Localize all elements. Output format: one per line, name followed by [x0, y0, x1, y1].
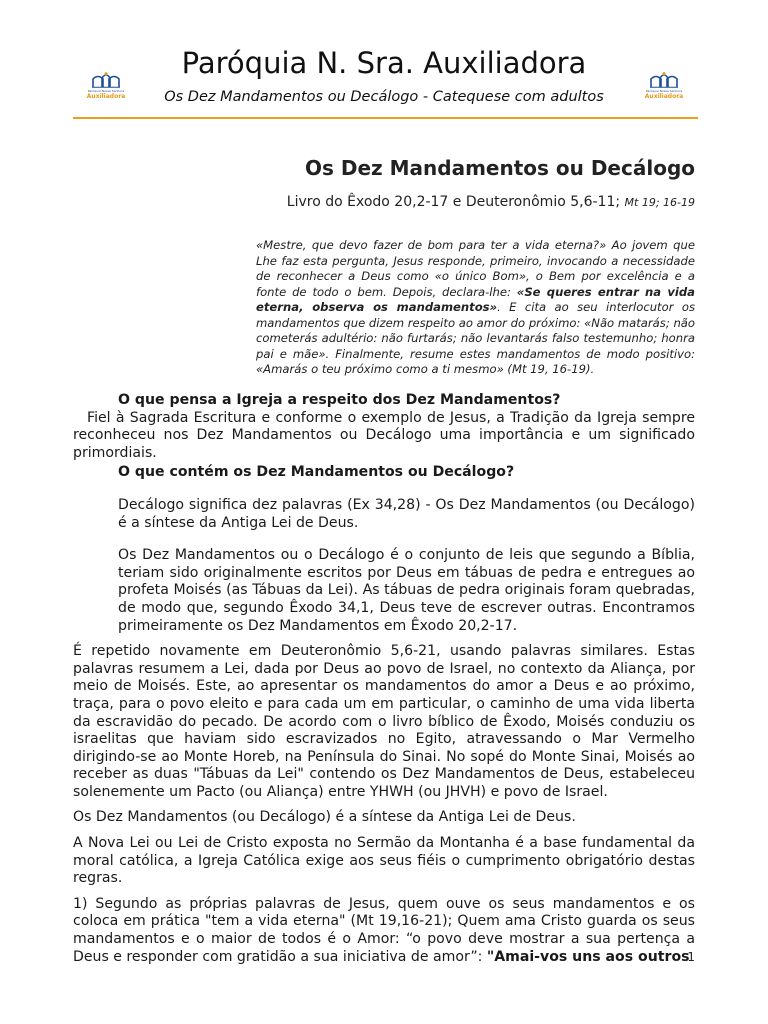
- logo-tagline: Paróquia Nossa Senhora: [87, 89, 125, 93]
- reference-main: Livro do Êxodo 20,2-17 e Deuteronômio 5,6-11;: [286, 194, 621, 210]
- reference-small: Mt 19; 16-19: [624, 196, 695, 209]
- paragraph: Os Dez Mandamentos (ou Decálogo) é a síntese da Antiga Lei de Deus.: [73, 809, 576, 826]
- paragraph: [73, 896, 695, 966]
- header-divider: [73, 117, 698, 119]
- logo-name: Auxiliadora: [644, 93, 684, 100]
- document-title: Os Dez Mandamentos ou Decálogo: [304, 156, 695, 180]
- header-subtitle: Os Dez Mandamentos ou Decálogo - Catequese com adultos: [164, 89, 604, 105]
- logo-name: Auxiliadora: [86, 93, 126, 100]
- paragraph: Decálogo significa dez palavras (Ex 34,28) - Os Dez Mandamentos (ou Decálogo) é a síntese da Antiga Lei de Deus.: [118, 496, 695, 531]
- epigraph-bold: «Se queres entrar na vida eterna, observa os mandamentos»: [256, 284, 695, 314]
- paragraph-bold: "Amai-vos uns aos outros: [486, 948, 690, 965]
- question-heading: O que contém os Dez Mandamentos ou Decálogo?: [118, 464, 515, 481]
- parish-title: Paróquia N. Sra. Auxiliadora: [181, 46, 587, 80]
- epigraph-part2: . E cita ao seu interlocutor os mandamentos que dizem respeito ao amor do próximo: «Não matarás; não cometerás adultério: não furtarás; não levantarás falso testemunho; honra pai e mãe». Finalmente, resume estes mandamentos de modo positivo: «Amarás o teu próximo como a ti mesmo» (Mt 19, 16-19).: [256, 300, 695, 376]
- scripture-reference: [287, 194, 695, 210]
- epigraph-quote: [256, 238, 695, 378]
- logo-tagline: Paróquia Nossa Senhora: [645, 89, 683, 93]
- paragraph: Os Dez Mandamentos ou o Decálogo é o conjunto de leis que segundo a Bíblia, teriam sido originalmente escritos por Deus em tábuas de pedra e entregues ao profeta Moisés (as Tábuas da Lei). As tábuas de pedra originais foram quebradas, de modo que, segundo Êxodo 34,1, Deus teve de escrever outras. Encontramos primeiramente os Dez Mandamentos em Êxodo 20,2-17.: [118, 547, 695, 634]
- question-heading: O que pensa a Igreja a respeito dos Dez Mandamentos?: [118, 392, 561, 408]
- page-number: 1: [687, 950, 695, 964]
- paragraph: A Nova Lei ou Lei de Cristo exposta no Sermão da Montanha é a base fundamental da moral católica, a Igreja Católica exige aos seus fiéis o cumprimento obrigatório destas regras.: [73, 835, 695, 887]
- paragraph: É repetido novamente em Deuteronômio 5,6-21, usando palavras similares. Estas palavras resumem a Lei, dada por Deus ao povo de Israel, no contexto da Aliança, por meio de Moisés. Este, ao apresentar os mandamentos do amor a Deus e ao próximo, traça, para o povo eleito e para cada um em particular, o caminho de uma vida liberta da escravidão do pecado. De acordo com o livro bíblico de Êxodo, Moisés conduziu os israelitas que haviam sido escravizados no Egito, atravessando o Mar Vermelho dirigindo-se ao Monte Horeb, na Península do Sinai. No sopé do Monte Sinai, Moisés ao receber as duas "Tábuas da Lei" contendo os Dez Mandamentos de Deus, estabeleceu solenemente um Pacto (ou Aliança) entre YHWH (ou JHVH) e povo de Israel.: [73, 643, 695, 800]
- paragraph-text: 1) Segundo as próprias palavras de Jesus, quem ouve os seus mandamentos e os coloca em prática "tem a vida eterna" (Mt 19,16-21); Quem ama Cristo guarda os seus mandamentos e o maior de todos é o Amor: “o povo deve mostrar a sua pertença a Deus e responder com gratidão a sua iniciativa de amor”:: [73, 895, 695, 965]
- document-body: [73, 392, 695, 966]
- paragraph: Fiel à Sagrada Escritura e conforme o exemplo de Jesus, a Tradição da Igreja sempre reconheceu nos Dez Mandamentos ou Decálogo uma importância e um significado primordiais.: [73, 409, 695, 461]
- epigraph-part1: «Mestre, que devo fazer de bom para ter a vida eterna?» Ao jovem que Lhe faz esta pergunta, Jesus responde, primeiro, invocando a necessidade de reconhecer a Deus como «o único Bom», o Bem por excelência e a fonte de todo o bem. Depois, declara-lhe:: [256, 238, 695, 299]
